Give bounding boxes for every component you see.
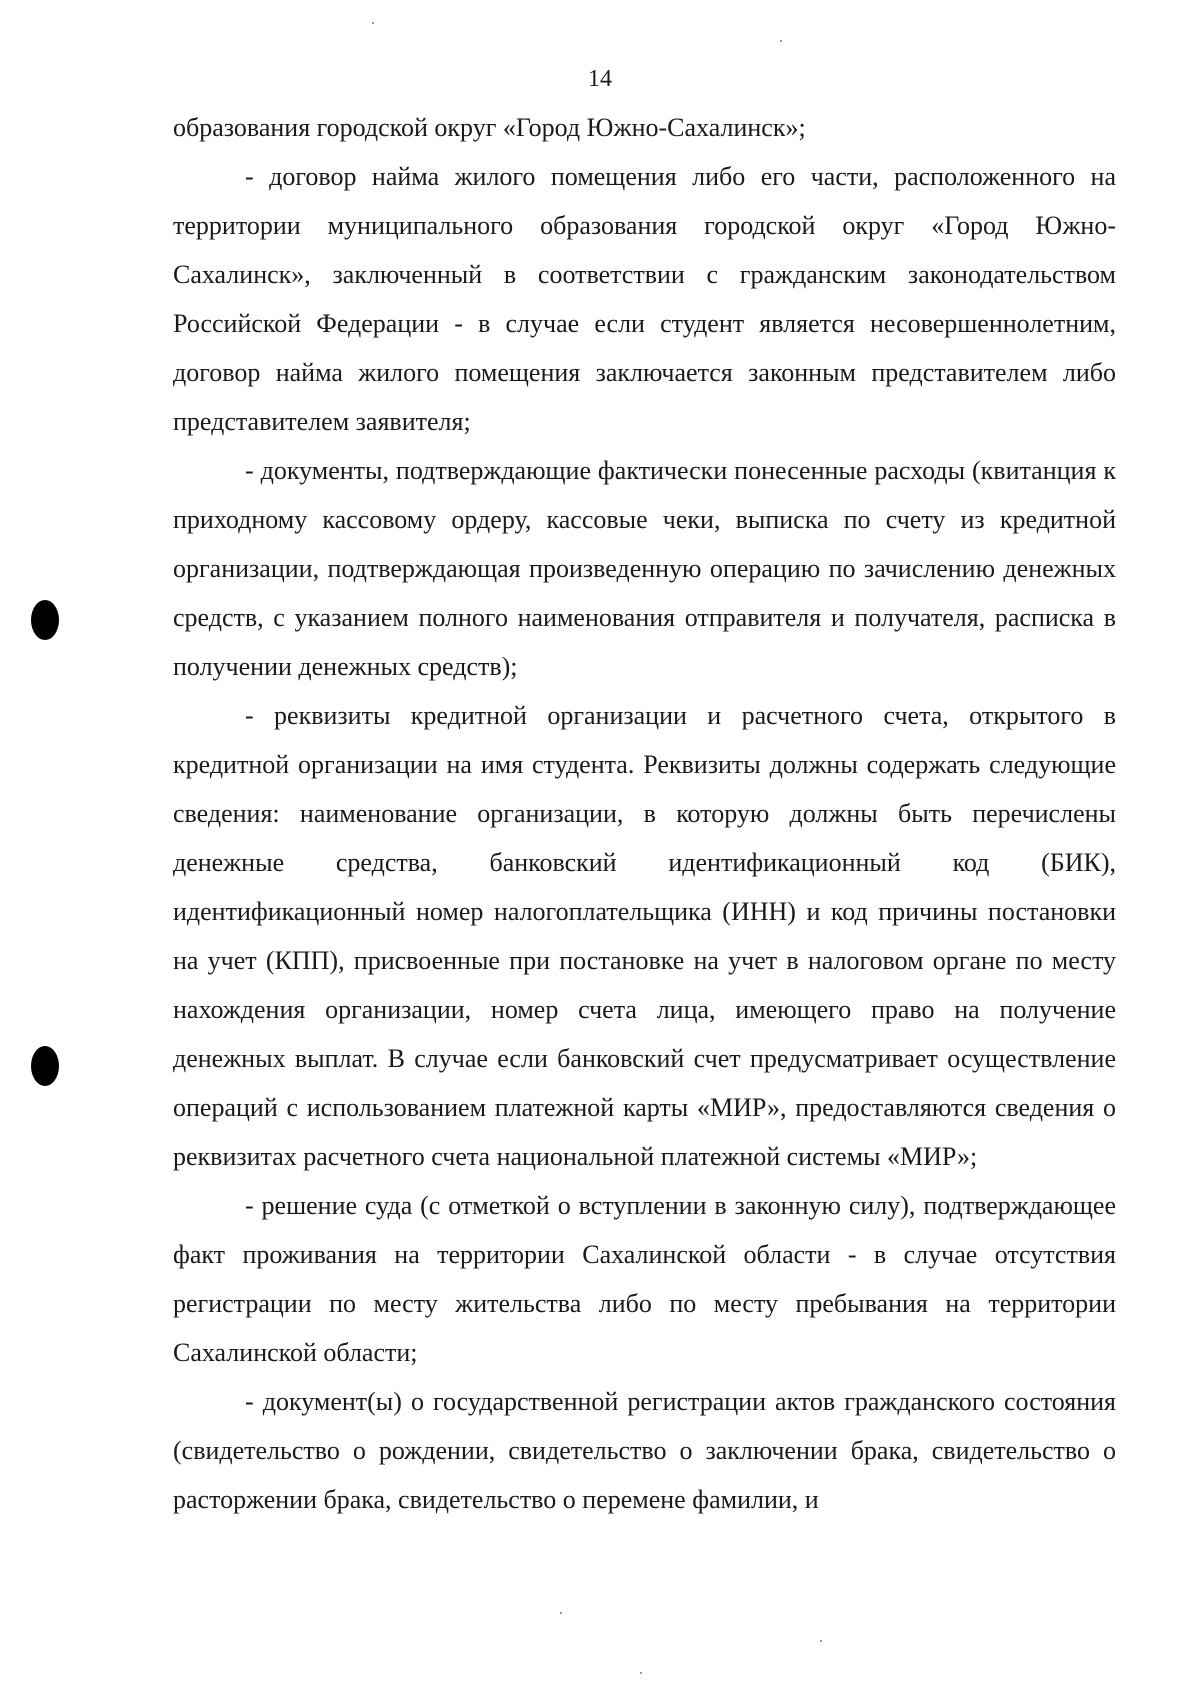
- body-text: [173, 103, 1116, 1524]
- paragraph-court-decision: - решение суда (с отметкой о вступлении в законную силу), подтверждающее факт проживания на территории Сахалинской области - в случае отсутствия регистрации по месту жительства либо по месту пребывания на территории Сахалинской области;: [173, 1191, 1116, 1367]
- paragraph-civil-registration: - документ(ы) о государственной регистрации актов гражданского состояния (свидетельство о рождении, свидетельство о заключении брака, свидетельство о расторжении брака, свидетельство о перемене фамилии, и: [173, 1387, 1116, 1514]
- scan-speck: [780, 40, 782, 42]
- scan-speck: [560, 1612, 562, 1614]
- scan-speck: [820, 1640, 822, 1642]
- paragraph-bank-details: - реквизиты кредитной организации и расчетного счета, открытого в кредитной организации на имя студента. Реквизиты должны содержать следующие сведения: наименование организации, в которую должны быть перечислены денежные средства, банковский идентификационный код (БИК), идентификационный номер налогоплательщика (ИНН) и код причины постановки на учет (КПП), присвоенные при постановке на учет в налоговом органе по месту нахождения организации, номер счета лица, имеющего право на получение денежных выплат. В случае если банковский счет предусматривает осуществление операций с использованием платежной карты «МИР», предоставляются сведения о реквизитах расчетного счета национальной платежной системы «МИР»;: [173, 701, 1116, 1171]
- scan-speck: [372, 22, 374, 24]
- punch-hole-upper: [31, 600, 59, 640]
- page-number: 14: [588, 66, 612, 92]
- scan-speck: [640, 1672, 642, 1674]
- paragraph-expense-documents: - документы, подтверждающие фактически понесенные расходы (квитанция к приходному кассовому ордеру, кассовые чеки, выписка по счету из кредитной организации, подтверждающая произведенную операцию по зачислению денежных средств, с указанием полного наименования отправителя и получателя, расписка в получении денежных средств);: [173, 456, 1116, 681]
- paragraph-continuation: образования городской округ «Город Южно-Сахалинск»;: [173, 113, 806, 142]
- punch-hole-lower: [31, 1046, 59, 1086]
- paragraph-lease-agreement: - договор найма жилого помещения либо его части, расположенного на территории муниципального образования городской округ «Город Южно-Сахалинск», заключенный в соответствии с гражданским законодательством Российской Федерации - в случае если студент является несовершеннолетним, договор найма жилого помещения заключается законным представителем либо представителем заявителя;: [173, 162, 1116, 436]
